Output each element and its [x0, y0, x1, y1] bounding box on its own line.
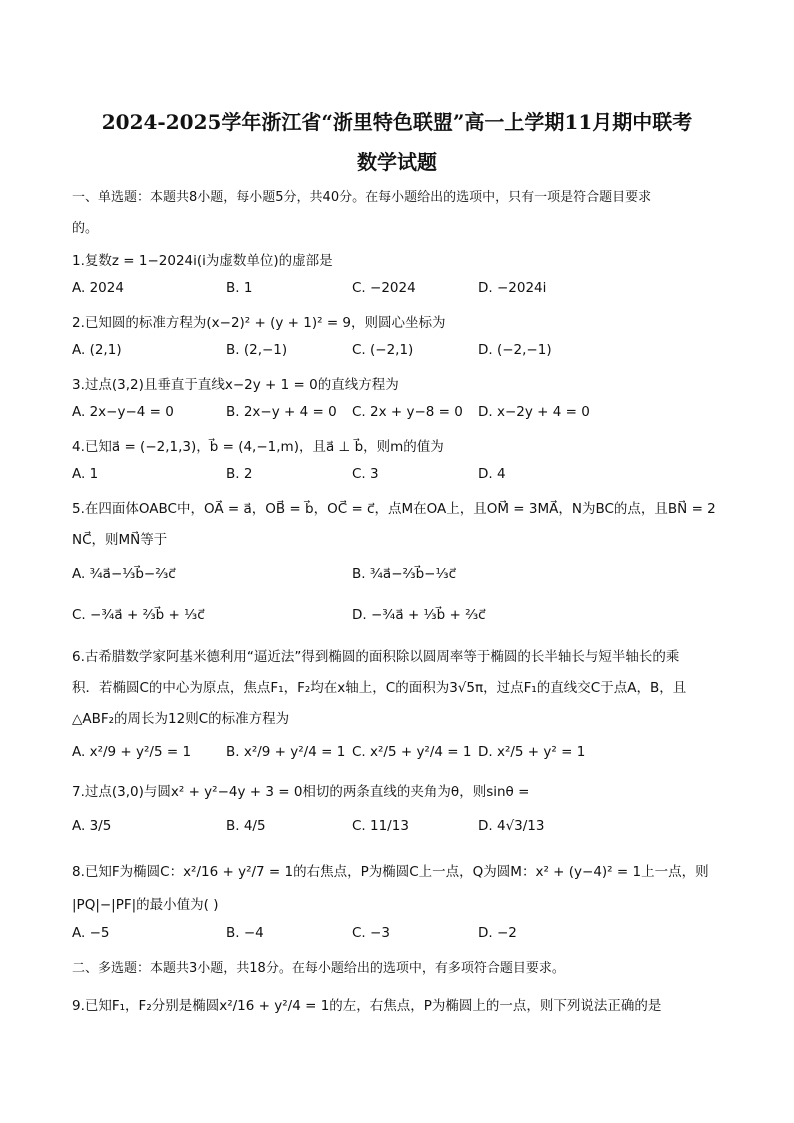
question-4-option-d: D. 4 — [478, 466, 506, 482]
question-3-option-b: B. 2x−y + 4 = 0 — [226, 404, 337, 420]
question-8-option-a: A. −5 — [72, 925, 110, 941]
question-4-option-b: B. 2 — [226, 466, 253, 482]
question-6-option-a: A. x²/9 + y²/5 = 1 — [72, 744, 192, 760]
section-1-heading-cont: 的。 — [72, 221, 99, 236]
question-7-option-c: C. 11/13 — [352, 818, 409, 834]
question-8-option-c: C. −3 — [352, 925, 390, 941]
question-3-option-d: D. x−2y + 4 = 0 — [478, 404, 590, 420]
question-7-option-a: A. 3/5 — [72, 818, 112, 834]
page-title: 2024-2025学年浙江省“浙里特色联盟”高一上学期11月期中联考 — [101, 110, 693, 134]
question-2-stem: 2.已知圆的标准方程为(x−2)² + (y + 1)² = 9，则圆心坐标为 — [72, 315, 446, 331]
question-6-option-c: C. x²/5 + y²/4 = 1 — [352, 744, 472, 760]
question-7-stem: 7.过点(3,0)与圆x² + y²−4y + 3 = 0相切的两条直线的夹角为θ，则sinθ = — [72, 784, 530, 800]
question-8-stem-cont: |PQ|−|PF|的最小值为( ) — [72, 897, 219, 913]
question-7-option-b: B. 4/5 — [226, 818, 266, 834]
question-6-stem: 6.古希腊数学家阿基米德利用“逼近法”得到椭圆的面积除以圆周率等于椭圆的长半轴长与短半轴长的乘 — [72, 649, 680, 665]
question-5-option-c: C. −¾a⃗ + ⅔b⃗ + ⅓c⃗ — [72, 607, 205, 623]
question-6-stem-cont-1: 积．若椭圆C的中心为原点，焦点F₁，F₂均在x轴上，C的面积为3√5π，过点F₁的直线交C于点A，B，且 — [72, 680, 687, 696]
question-9-stem: 9.已知F₁，F₂分别是椭圆x²/16 + y²/4 = 1的左，右焦点，P为椭圆上的一点，则下列说法正确的是 — [72, 998, 662, 1014]
question-4-stem: 4.已知a⃗ = (−2,1,3)，b⃗ = (4,−1,m)，且a⃗ ⊥ b⃗，则m的值为 — [72, 439, 444, 455]
section-1-heading: 一、单选题：本题共8小题，每小题5分，共40分。在每小题给出的选项中，只有一项是符合题目要求 — [72, 190, 652, 205]
question-8-option-b: B. −4 — [226, 925, 264, 941]
question-6-option-d: D. x²/5 + y² = 1 — [478, 744, 586, 760]
question-2-option-b: B. (2,−1) — [226, 342, 288, 358]
question-5-option-d: D. −¾a⃗ + ⅓b⃗ + ⅔c⃗ — [352, 607, 486, 623]
question-2-option-c: C. (−2,1) — [352, 342, 414, 358]
question-8-option-d: D. −2 — [478, 925, 517, 941]
question-4-option-a: A. 1 — [72, 466, 99, 482]
question-3-option-c: C. 2x + y−8 = 0 — [352, 404, 463, 420]
question-5-stem-cont: NC⃗，则MN⃗等于 — [72, 532, 168, 548]
question-2-option-a: A. (2,1) — [72, 342, 122, 358]
question-7-option-d: D. 4√3/13 — [478, 818, 545, 834]
question-1-option-d: D. −2024i — [478, 280, 547, 296]
question-8-stem: 8.已知F为椭圆C：x²/16 + y²/7 = 1的右焦点，P为椭圆C上一点，Q为圆M：x² + (y−4)² = 1上一点，则 — [72, 864, 709, 880]
question-1-option-a: A. 2024 — [72, 280, 124, 296]
question-6-option-b: B. x²/9 + y²/4 = 1 — [226, 744, 346, 760]
question-1-option-b: B. 1 — [226, 280, 253, 296]
question-3-stem: 3.过点(3,2)且垂直于直线x−2y + 1 = 0的直线方程为 — [72, 377, 399, 393]
question-5-option-a: A. ¾a⃗−⅓b⃗−⅔c⃗ — [72, 566, 176, 582]
page-subtitle: 数学试题 — [357, 150, 437, 174]
question-3-option-a: A. 2x−y−4 = 0 — [72, 404, 174, 420]
question-5-option-b: B. ¾a⃗−⅔b⃗−⅓c⃗ — [352, 566, 456, 582]
question-4-option-c: C. 3 — [352, 466, 379, 482]
question-1-option-c: C. −2024 — [352, 280, 416, 296]
section-2-heading: 二、多选题：本题共3小题，共18分。在每小题给出的选项中，有多项符合题目要求。 — [72, 961, 565, 976]
question-1-stem: 1.复数z = 1−2024i(i为虚数单位)的虚部是 — [72, 253, 333, 269]
question-6-stem-cont-2: △ABF₂的周长为12则C的标准方程为 — [72, 711, 290, 727]
question-2-option-d: D. (−2,−1) — [478, 342, 552, 358]
question-5-stem: 5.在四面体OABC中，OA⃗ = a⃗，OB⃗ = b⃗，OC⃗ = c⃗，点M在OA上，且OM⃗ = 3MA⃗，N为BC的点，且BN⃗ = 2 — [72, 501, 716, 517]
